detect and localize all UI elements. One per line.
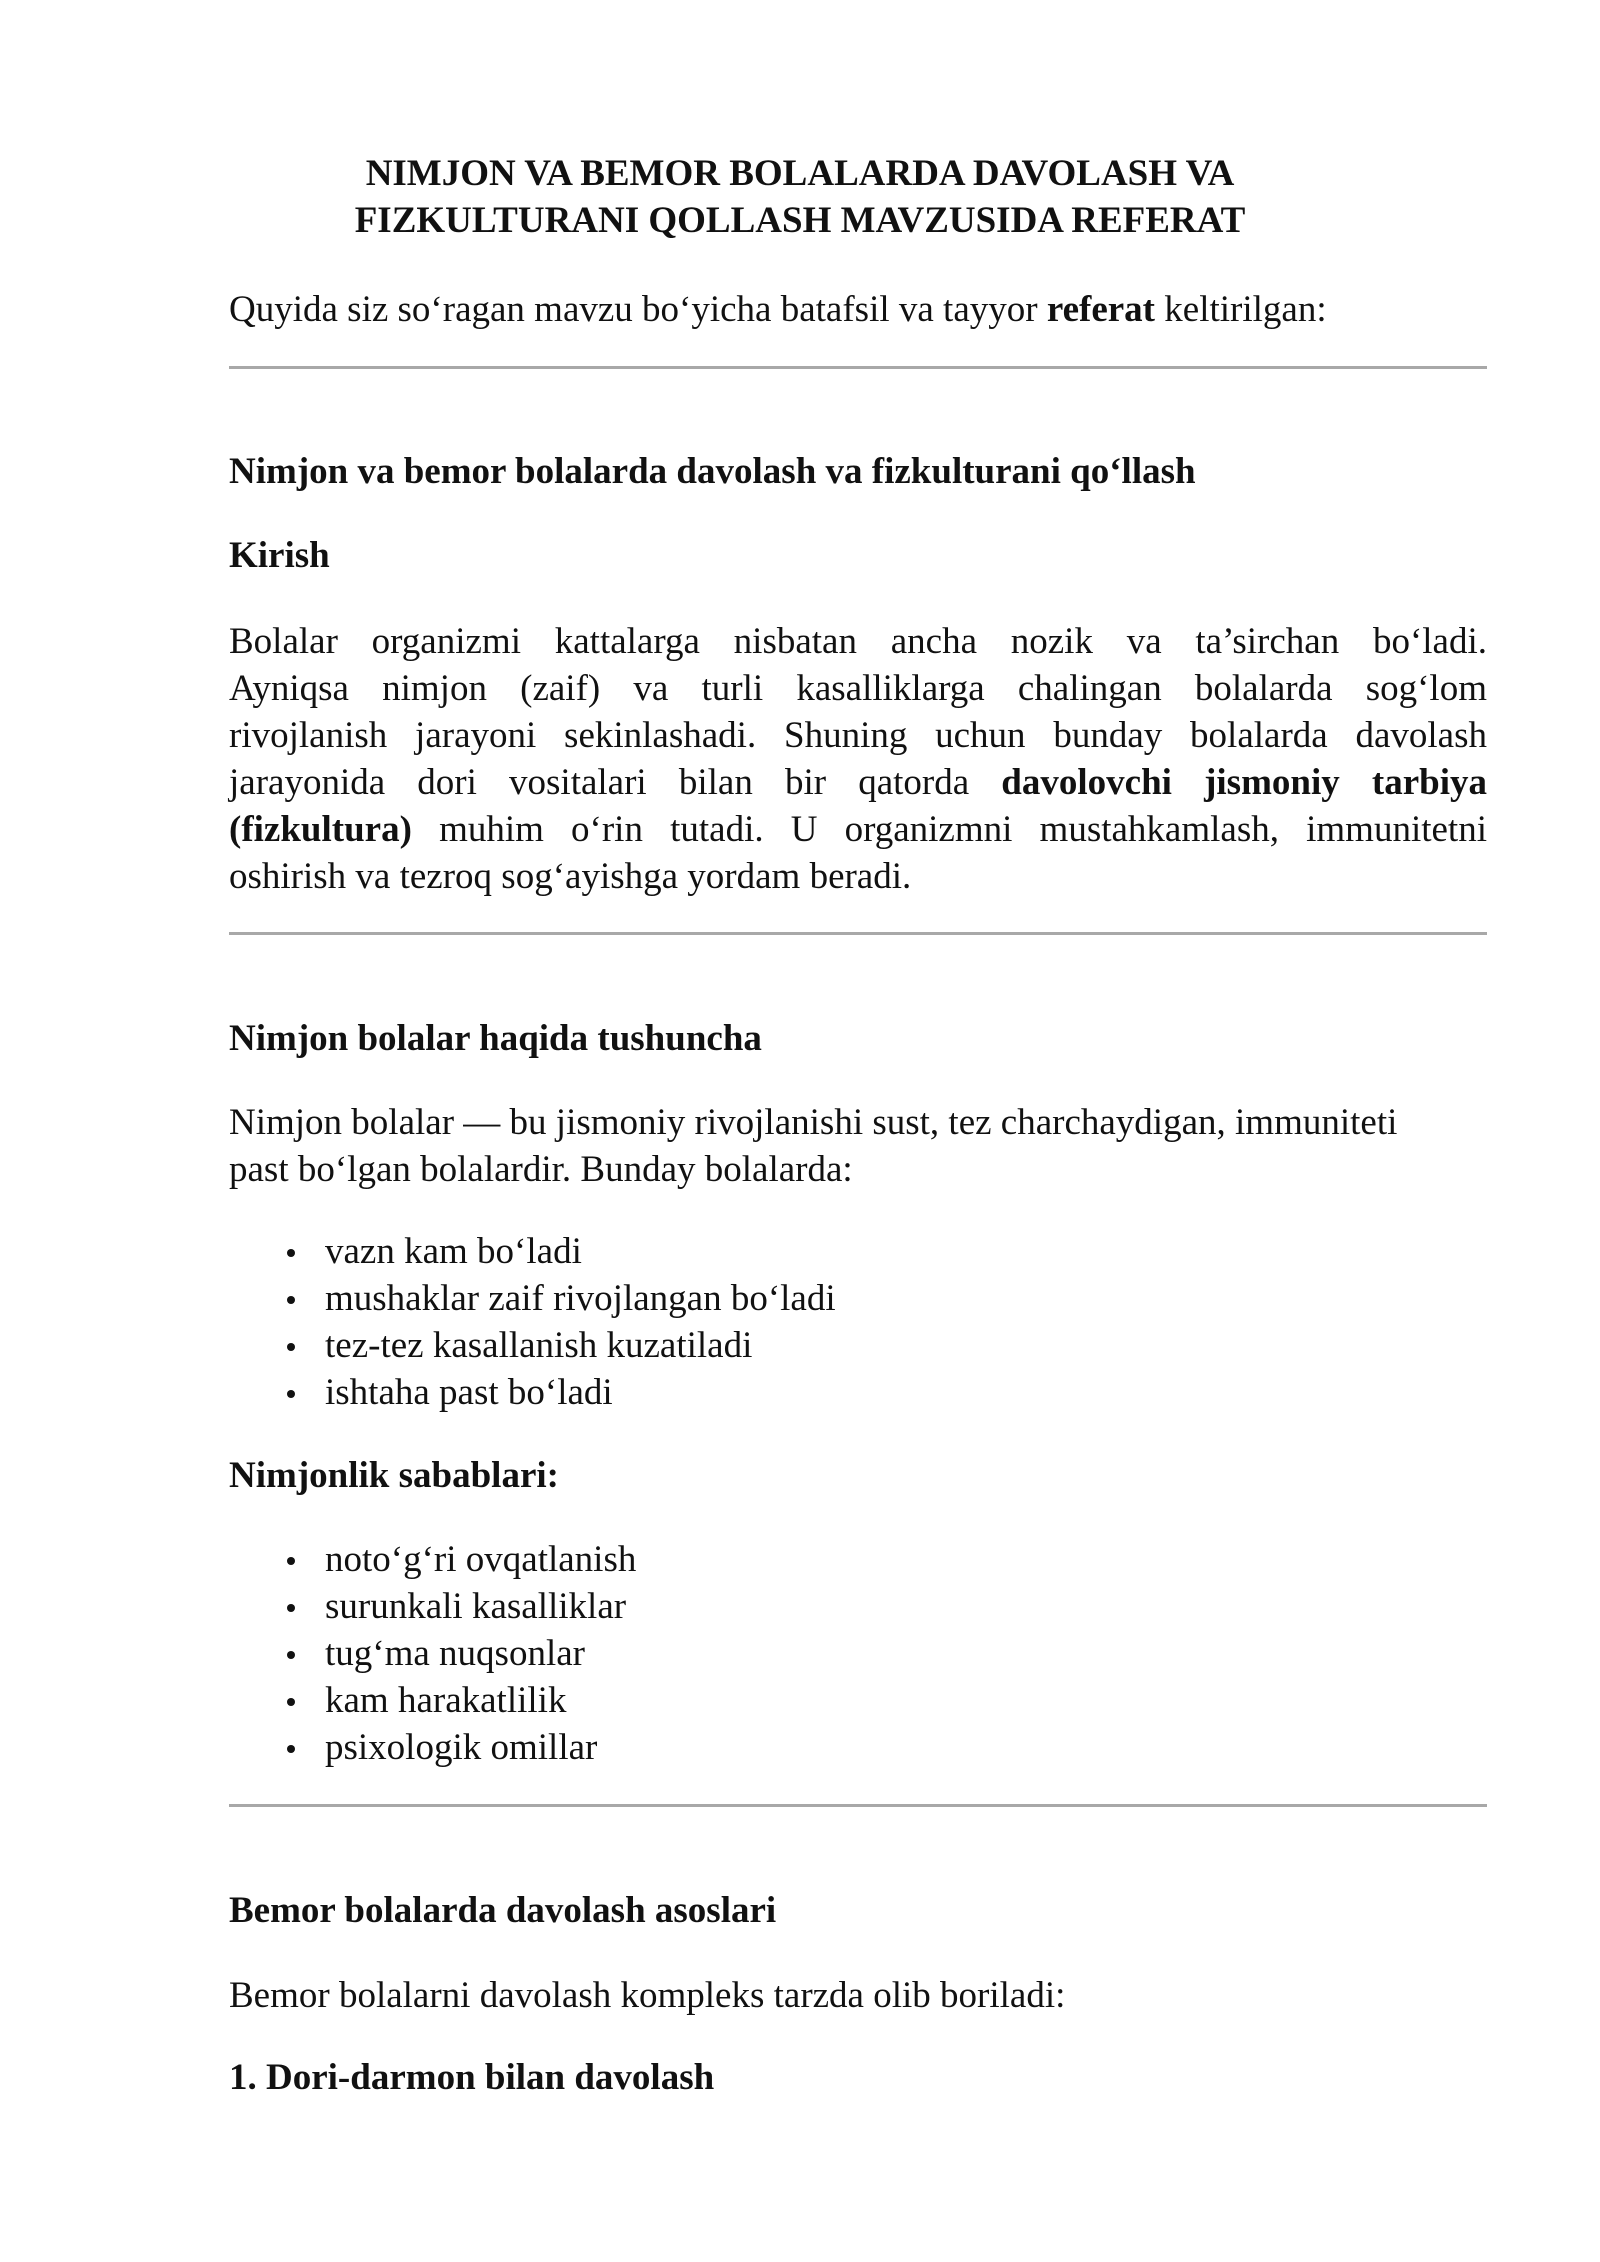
kirish-line-4-bold: davolovchi jismoniy tarbiya: [1001, 762, 1487, 803]
list-item-text: surunkali kasalliklar: [325, 1586, 627, 1627]
bullet-icon: [287, 1557, 295, 1565]
title-line-1: NIMJON VA BEMOR BOLALARDA DAVOLASH VA: [365, 153, 1235, 194]
list-item-text: kam harakatlilik: [325, 1680, 567, 1721]
list-item: [229, 1583, 1487, 1630]
kirish-line-1: Bolalar organizmi kattalarga nisbatan ancha nozik va ta’sirchan bo‘ladi.: [229, 621, 1487, 662]
list-item-text: ishtaha past bo‘ladi: [325, 1372, 613, 1413]
bullet-icon: [287, 1698, 295, 1706]
bullet-icon: [287, 1390, 295, 1398]
tushuncha-list: [229, 1228, 1487, 1416]
list-item: [229, 1630, 1487, 1677]
list-item-text: tug‘ma nuqsonlar: [325, 1633, 585, 1674]
kirish-line-5-bold: (fizkultura): [229, 809, 412, 850]
main-heading: Nimjon va bemor bolalarda davolash va fizkulturani qo‘llash: [229, 451, 1196, 492]
kirish-line-6: oshirish va tezroq sog‘ayishga yordam beradi.: [229, 856, 912, 897]
davolash-subheading: 1. Dori-darmon bilan davolash: [229, 2057, 715, 2098]
kirish-line-5: [229, 806, 1487, 853]
list-item-text: psixologik omillar: [325, 1727, 598, 1768]
kirish-line-2: Ayniqsa nimjon (zaif) va turli kasalliklarga chalingan bolalarda sog‘lom: [229, 668, 1487, 709]
bullet-icon: [287, 1296, 295, 1304]
tushuncha-paragraph: [229, 1099, 1487, 1193]
list-item-text: tez-tez kasallanish kuzatiladi: [325, 1325, 753, 1366]
list-item: [229, 1536, 1487, 1583]
intro-paragraph: [229, 286, 1487, 333]
kirish-line-4: [229, 759, 1487, 806]
list-item: [229, 1724, 1487, 1771]
kirish-paragraph: [229, 618, 1487, 900]
intro-bold: referat: [1046, 289, 1156, 330]
divider-3: [229, 1804, 1487, 1807]
sabablari-list: [229, 1536, 1487, 1771]
tushuncha-line-1: Nimjon bolalar — bu jismoniy rivojlanishi sust, tez charchaydigan, immuniteti: [229, 1102, 1398, 1143]
list-item: [229, 1369, 1487, 1416]
kirish-line-3: rivojlanish jarayoni sekinlashadi. Shuning uchun bunday bolalarda davolash: [229, 715, 1487, 756]
kirish-line-5-text: muhim o‘rin tutadi. U organizmni mustahkamlash, immunitetni: [411, 809, 1487, 850]
bullet-icon: [287, 1604, 295, 1612]
davolash-paragraph: Bemor bolalarni davolash kompleks tarzda olib boriladi:: [229, 1975, 1066, 2016]
list-item-text: noto‘g‘ri ovqatlanish: [325, 1539, 637, 1580]
tushuncha-heading: Nimjon bolalar haqida tushuncha: [229, 1018, 762, 1059]
bullet-icon: [287, 1745, 295, 1753]
list-item: [229, 1322, 1487, 1369]
list-item: [229, 1677, 1487, 1724]
kirish-line-4-text: jarayonida dori vositalari bilan bir qatorda: [229, 762, 1002, 803]
kirish-heading: Kirish: [229, 535, 330, 576]
bullet-icon: [287, 1343, 295, 1351]
list-item-text: mushaklar zaif rivojlangan bo‘ladi: [325, 1278, 836, 1319]
document-title: [200, 150, 1400, 244]
sabablari-heading: Nimjonlik sabablari:: [229, 1455, 559, 1496]
davolash-heading: Bemor bolalarda davolash asoslari: [229, 1890, 777, 1931]
bullet-icon: [287, 1249, 295, 1257]
list-item: [229, 1275, 1487, 1322]
list-item-text: vazn kam bo‘ladi: [325, 1231, 582, 1272]
divider-1: [229, 366, 1487, 369]
divider-2: [229, 932, 1487, 935]
intro-text: Quyida siz so‘ragan mavzu bo‘yicha batafsil va tayyor: [229, 289, 1047, 330]
bullet-icon: [287, 1651, 295, 1659]
tushuncha-line-2: past bo‘lgan bolalardir. Bunday bolalarda:: [229, 1149, 853, 1190]
title-line-2: FIZKULTURANI QOLLASH MAVZUSIDA REFERAT: [354, 200, 1246, 241]
list-item: [229, 1228, 1487, 1275]
intro-text-end: keltirilgan:: [1155, 289, 1327, 330]
